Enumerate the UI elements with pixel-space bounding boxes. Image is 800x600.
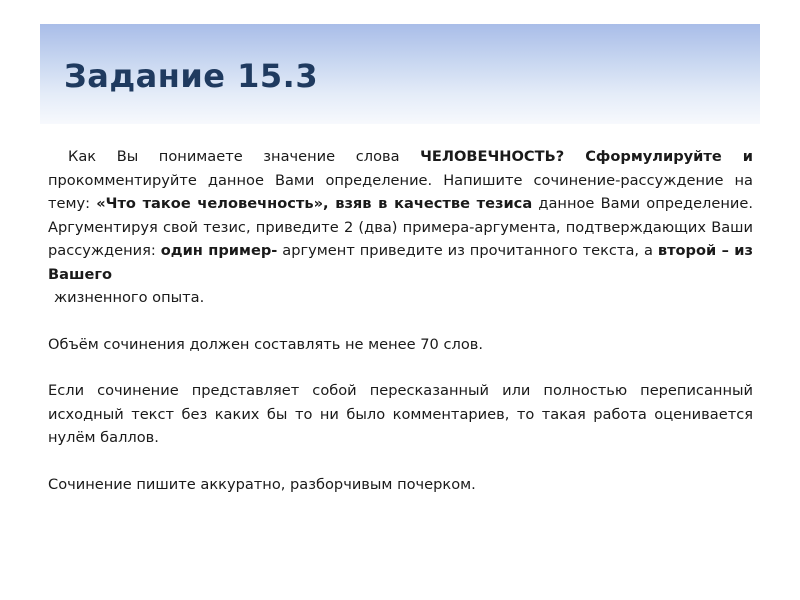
task-text-1: Как Вы понимаете значение слова — [68, 148, 421, 165]
retelling-paragraph: Если сочинение представляет собой пересказанный или полностью переписанный исходный текст без каких бы то ни было комментариев, то такая работа оценивается нулём баллов. — [48, 382, 753, 446]
handwriting-paragraph: Сочинение пишите аккуратно, разборчивым почерком. — [48, 475, 476, 493]
task-text-2: прокомментируйте данное Вами определение. Напишите сочинение-рассуждение на тему: — [48, 171, 753, 212]
volume-paragraph: Объём сочинения должен составлять не менее 70 слов. — [48, 335, 483, 353]
task-argument-1: один пример- — [160, 242, 278, 259]
task-text-5: жизненного опыта. — [54, 289, 205, 306]
task-topic: «Что такое человечность», взяв в качестве тезиса — [96, 195, 533, 212]
task-text-4: аргумент приведите из прочитанного текста, а — [277, 242, 658, 259]
task-paragraph — [48, 145, 753, 310]
slide-body — [48, 145, 753, 496]
task-text-3: данное Вами определение. Аргументируя свой тезис, приведите 2 (два) примера-аргумента, подтверждающих Ваши рассуждения: — [48, 195, 753, 259]
page-title: Задание 15.3 — [64, 57, 319, 95]
task-argument-2: второй – из Вашего — [48, 242, 753, 283]
task-keyword: ЧЕЛОВЕЧНОСТЬ? Сформулируйте и — [420, 148, 753, 165]
